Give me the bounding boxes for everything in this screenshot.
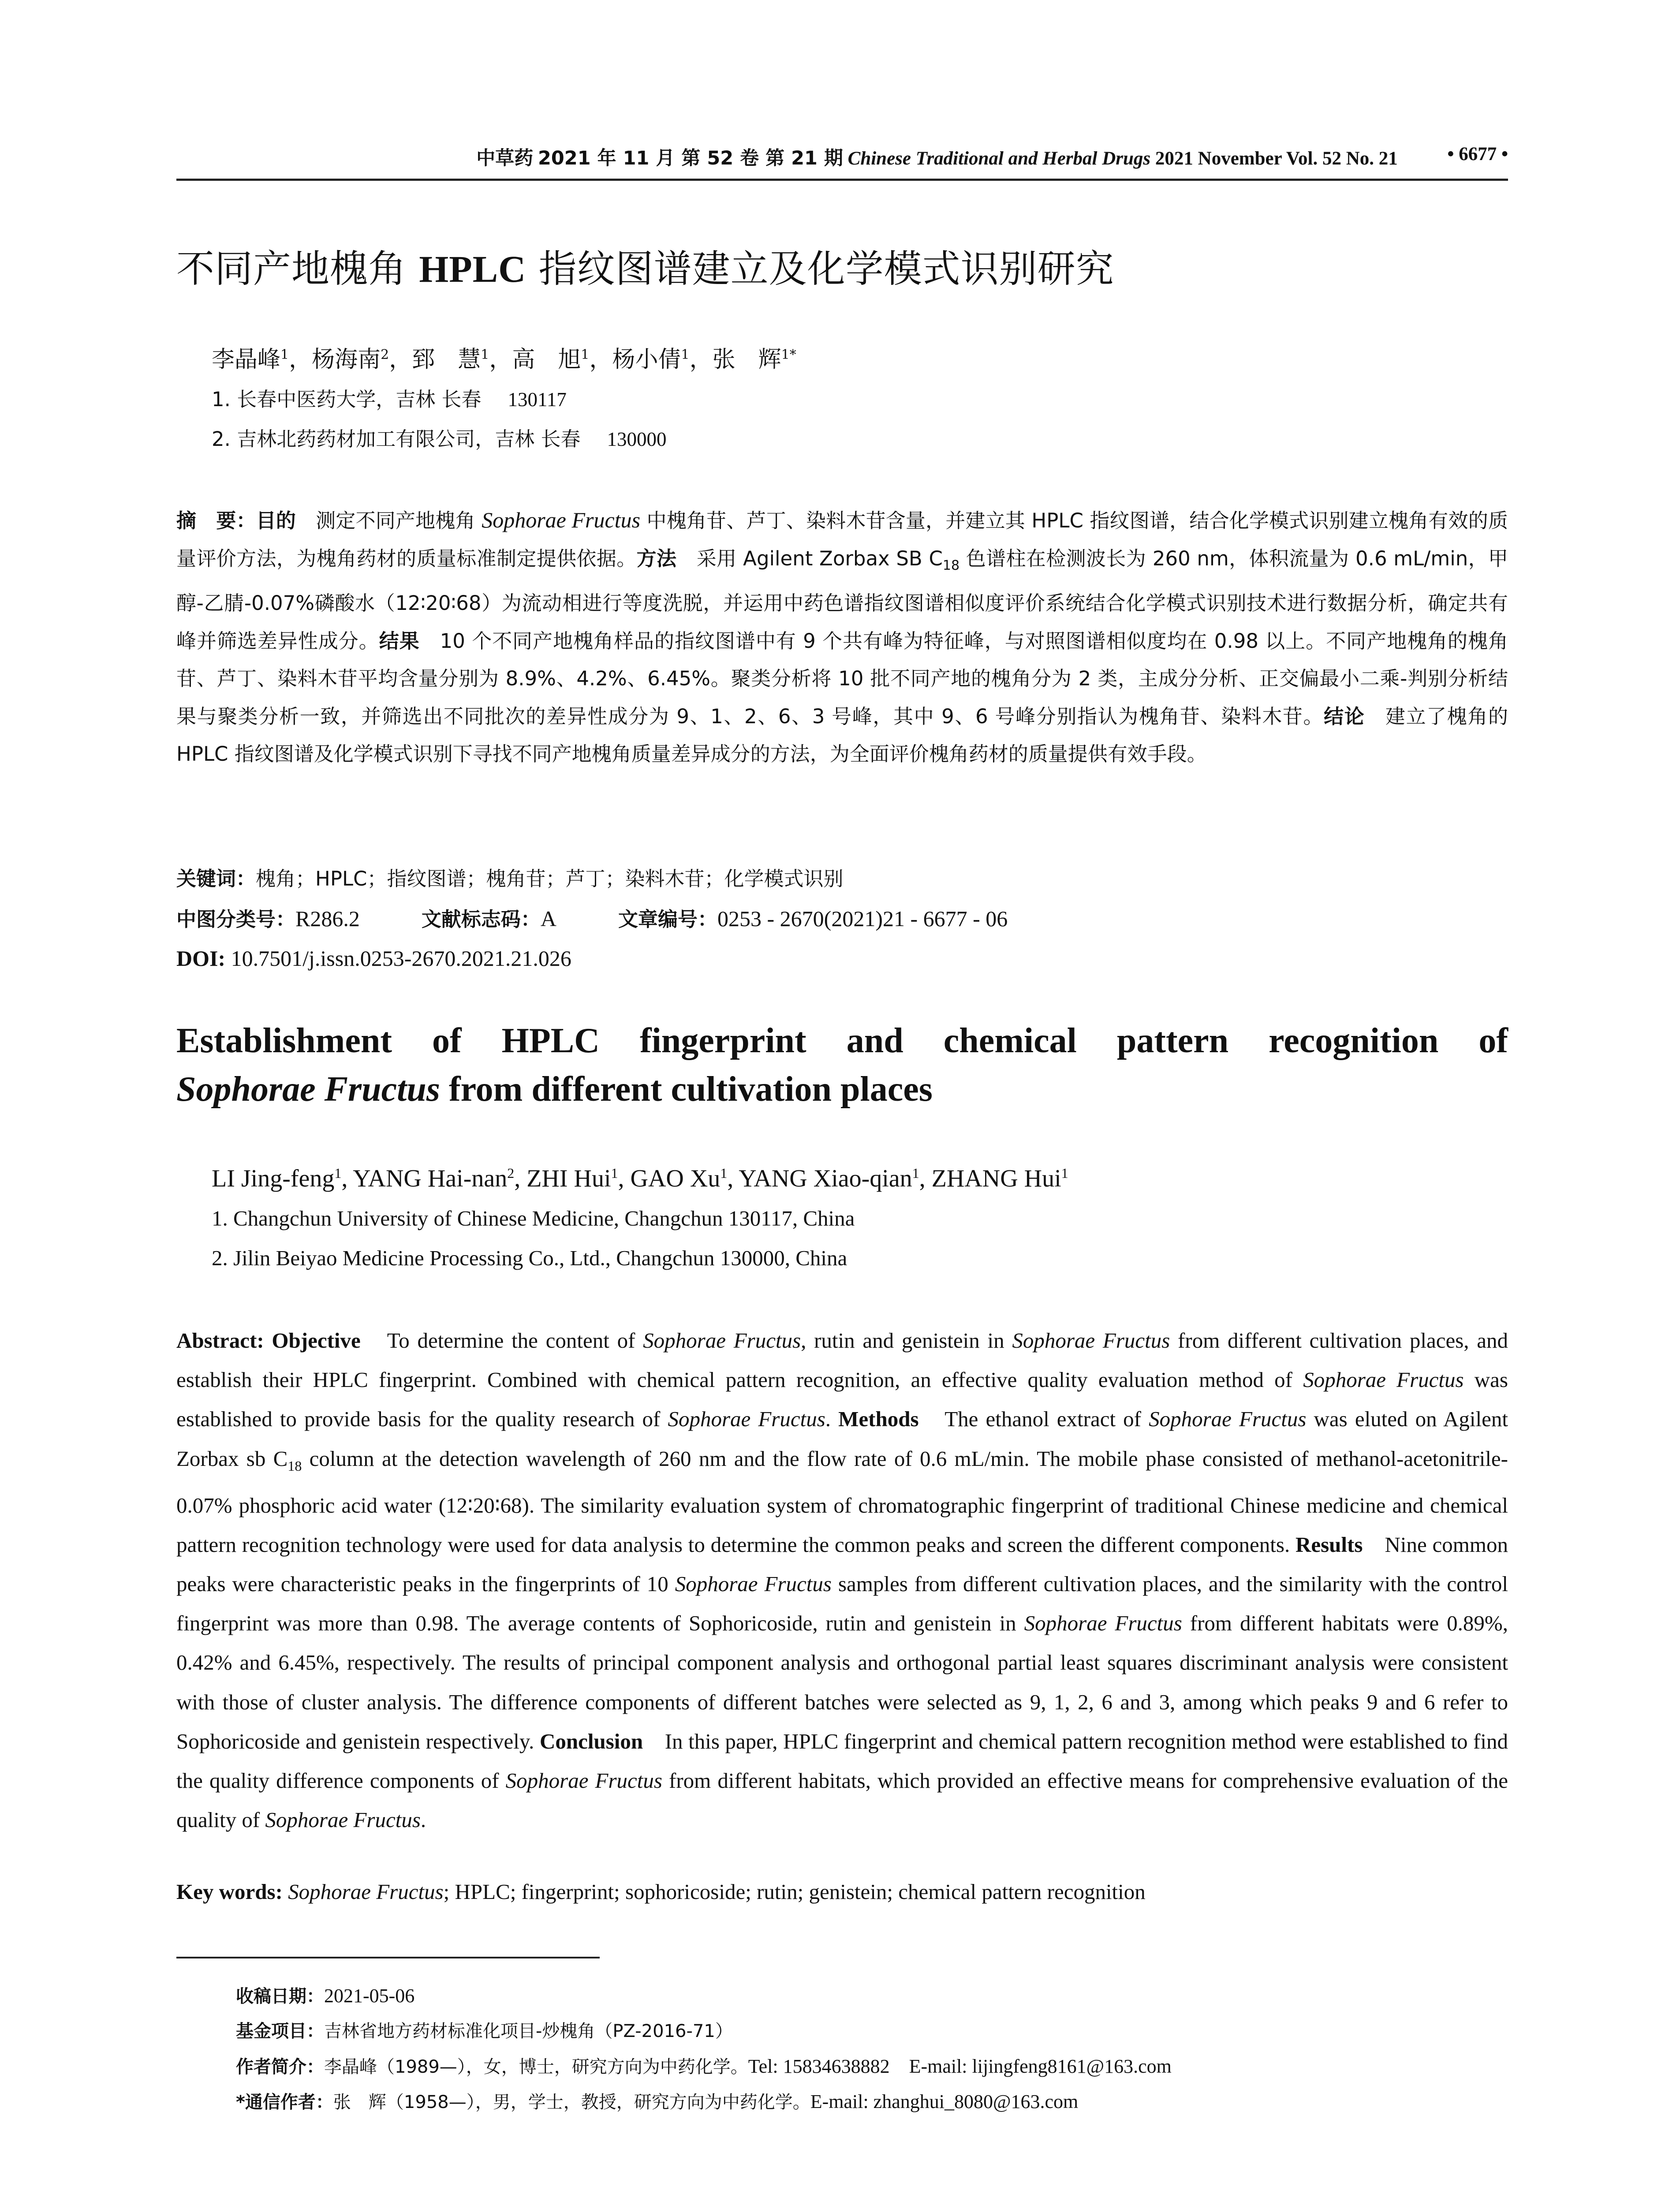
en-author-name: ZHANG Hui <box>931 1165 1061 1192</box>
cn-author-affil-mark: 2 <box>381 347 389 363</box>
cn-author-affil-mark: 1 <box>681 347 690 363</box>
footnote-author: 作者简介：李晶峰（1989—），女，博士，研究方向为中药化学。Tel: 15834638882 E-mail: lijingfeng8161@163.com <box>236 2056 1172 2077</box>
footnote-fund: 基金项目：吉林省地方药材标准化项目-炒槐角（PZ-2016-71） <box>236 2021 733 2041</box>
cn-author-separator: ， <box>589 346 612 373</box>
cn-author-affil-mark: 1 <box>280 347 289 363</box>
cn-author-name: 杨海南 <box>312 346 381 373</box>
en-author-affil-mark: 2 <box>507 1165 515 1181</box>
en-author-separator: , <box>341 1165 353 1192</box>
cn-author-separator: ， <box>489 346 512 373</box>
cn-author-affil-mark: 1* <box>781 347 796 363</box>
authors-en <box>212 1158 1543 1194</box>
keywords-en: Key words: Sophorae Fructus; HPLC; fingerprint; sophoricoside; rutin; genistein; chemical pattern recognition <box>176 1880 1146 1904</box>
title-en: Establishment of HPLC fingerprint and chemical pattern recognition of Sophorae Fructus from different cultivation places <box>176 1021 1508 1109</box>
en-author-affil-mark: 1 <box>912 1165 919 1181</box>
cn-author-separator: ， <box>289 346 312 373</box>
en-author-name: YANG Xiao-qian <box>739 1165 912 1192</box>
cn-author-name: 杨小倩 <box>612 346 681 373</box>
affiliation-cn-1: 1. 长春中医药大学，吉林 长春 130117 <box>212 388 567 411</box>
keywords-cn: 关键词：槐角；HPLC；指纹图谱；槐角苷；芦丁；染料木苷；化学模式识别 <box>176 867 844 890</box>
en-author-separator: , <box>919 1165 932 1192</box>
cn-author-name: 李晶峰 <box>212 346 281 373</box>
page-number: • 6677 • <box>1447 144 1508 164</box>
en-author-name: GAO Xu <box>630 1165 721 1192</box>
footnote-rule <box>176 1957 600 1958</box>
en-author-affil-mark: 1 <box>611 1165 618 1181</box>
en-author-separator: , <box>514 1165 527 1192</box>
running-header <box>176 143 1508 181</box>
doi-line: DOI: 10.7501/j.issn.0253-2670.2021.21.026 <box>176 946 571 971</box>
cn-author-separator: ， <box>689 346 713 373</box>
en-author-name: YANG Hai-nan <box>353 1165 508 1192</box>
issue-cn: 2021 年 11 月 第 52 卷 第 21 期 <box>538 147 843 169</box>
en-author-affil-mark: 1 <box>334 1165 342 1181</box>
en-author-separator: , <box>727 1165 739 1192</box>
cn-author-affil-mark: 1 <box>481 347 489 363</box>
journal-name-cn: 中草药 <box>476 147 534 169</box>
footnote-corresponding: *通信作者：张 辉（1958—），男，学士，教授，研究方向为中药化学。E-mail: zhanghui_8080@163.com <box>236 2091 1079 2112</box>
en-author-name: LI Jing-feng <box>212 1165 335 1192</box>
issue-en: 2021 November Vol. 52 No. 21 <box>1155 148 1398 169</box>
cn-author-affil-mark: 1 <box>581 347 590 363</box>
abstract-cn: 摘 要：目的 测定不同产地槐角 Sophorae Fructus 中槐角苷、芦丁、染料木苷含量，并建立其 HPLC 指纹图谱，结合化学模式识别建立槐角有效的质量评价方法，为槐角药材的质量标准制定提供依据。方法 采用 Agilent Zorbax SB $C_{18}$ 色谱柱在检测波长为 260 nm，体积流量为 0.6 mL/min，甲醇-乙腈-0.07%磷酸水（12∶20∶68）为流动相进行等度洗脱，并运用中药色谱指纹图谱相似度评价系统结合化学模式识别技术进行数据分析，确定共有峰并筛选差异性成分。结果 10 个不同产地槐角样品的指纹图谱中有 9 个共有峰为特征峰，与对照图谱相似度均在 0.98 以上。不同产地槐角的槐角苷、芦丁、染料木苷平均含量分别为 8.9%、4.2%、6.45%。聚类分析将 10 批不同产地的槐角分为 2 类，主成分分析、正交偏最小二乘-判别分析结果与聚类分析一致，并筛选出不同批次的差异性成分为 9、1、2、6、3 号峰，其中 9、6 号峰分别指认为槐角苷、染料木苷。结论 建立了槐角的 HPLC 指纹图谱及化学模式识别下寻找不同产地槐角质量差异成分的方法，为全面评价槐角药材的质量提供有效手段。 <box>176 508 1508 766</box>
affiliation-en-2: 2. Jilin Beiyao Medicine Processing Co., Ltd., Changchun 130000, China <box>212 1246 847 1270</box>
title-cn: 不同产地槐角 HPLC 指纹图谱建立及化学模式识别研究 <box>176 247 1114 291</box>
abstract-en: Abstract: Objective To determine the content of Sophorae Fructus, rutin and genistein in Sophorae Fructus from different cultivation places, and establish their HPLC fingerprint. Combined with chemical pattern recognition, an effective quality evaluation method of Sophorae Fructus was established to provide basis for the quality research of Sophorae Fructus. Methods The ethanol extract of Sophorae Fructus was eluted on Agilent Zorbax sb $C_{18}$ column at the detection wavelength of 260 nm and the flow rate of 0.6 mL/min. The mobile phase consisted of methanol-acetonitrile-0.07% phosphoric acid water (12∶20∶68). The similarity evaluation system of chromatographic fingerprint of traditional Chinese medicine and chemical pattern recognition technology were used for data analysis to determine the common peaks and screen the different components. Results Nine common peaks were characteristic peaks in the fingerprints of 10 Sophorae Fructus samples from different cultivation places, and the similarity with the control fingerprint was more than 0.98. The average contents of Sophoricoside, rutin and genistein in Sophorae Fructus from different habitats were 0.89%, 0.42% and 6.45%, respectively. The results of principal component analysis and orthogonal partial least squares discriminant analysis were consistent with those of cluster analysis. The difference components of different batches were selected as 9, 1, 2, 6 and 3, among which peaks 9 and 6 refer to Sophoricoside and genistein respectively. Conclusion In this paper, HPLC fingerprint and chemical pattern recognition method were established to find the quality difference components of Sophorae Fructus from different habitats, which provided an effective means for comprehensive evaluation of the quality of Sophorae Fructus. <box>176 1328 1508 1832</box>
cn-author-name: 高 旭 <box>512 346 581 373</box>
cn-author-name: 张 辉 <box>712 346 781 373</box>
en-author-affil-mark: 1 <box>1061 1165 1068 1181</box>
en-author-affil-mark: 1 <box>720 1165 728 1181</box>
cn-author-separator: ， <box>389 346 412 373</box>
affiliation-cn-2: 2. 吉林北药药材加工有限公司，吉林 长春 130000 <box>212 427 667 451</box>
journal-name-en: Chinese Traditional and Herbal Drugs <box>847 148 1151 169</box>
en-author-name: ZHI Hui <box>526 1165 611 1192</box>
authors-cn <box>212 340 1543 375</box>
affiliation-en-1: 1. Changchun University of Chinese Medicine, Changchun 130117, China <box>212 1206 855 1230</box>
classification-line: 中图分类号：R286.2 文献标志码：A 文章编号：0253 - 2670(2021)21 - 6677 - 06 <box>176 906 1008 931</box>
footnote-received: 收稿日期：2021-05-06 <box>236 1985 415 2007</box>
en-author-separator: , <box>618 1165 631 1192</box>
cn-author-name: 郅 慧 <box>412 346 481 373</box>
